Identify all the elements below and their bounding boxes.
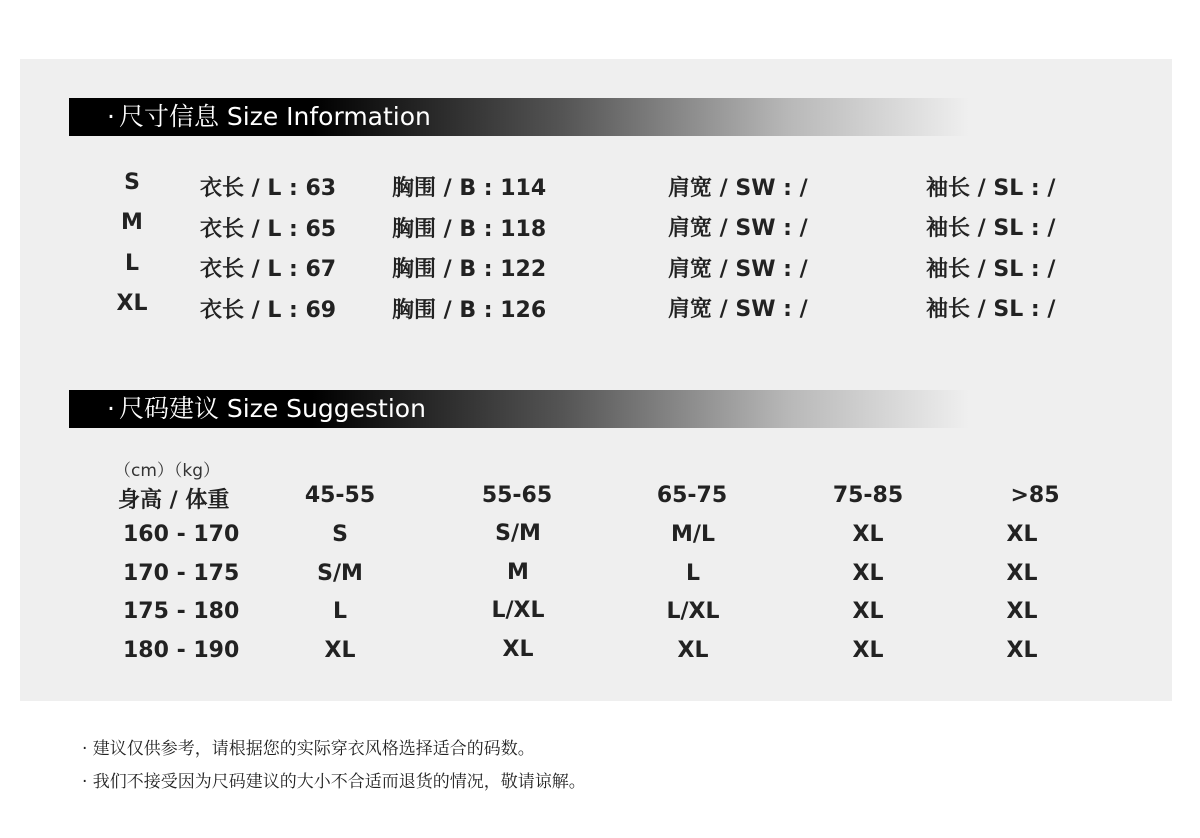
suggested-size: XL <box>1006 522 1038 547</box>
bust-cell: 胸围 / B : 118 <box>392 217 547 242</box>
suggested-size: S <box>332 522 348 547</box>
size-info-banner <box>69 98 969 136</box>
suggested-size: L/XL <box>666 599 720 624</box>
weight-range-header: 55-65 <box>481 483 553 508</box>
length-cell: 衣长 / L : 69 <box>200 298 337 323</box>
size-label: S <box>124 170 140 195</box>
shoulder-cell: 肩宽 / SW : / <box>668 257 808 282</box>
height-range: 160 - 170 <box>123 522 240 547</box>
weight-range-header: >85 <box>1010 483 1060 508</box>
suggested-size: XL <box>852 561 884 586</box>
bullet-dot: · <box>107 102 115 131</box>
length-cell: 衣长 / L : 67 <box>200 257 337 282</box>
disclaimer-note: · 建议仅供参考，请根据您的实际穿衣风格选择适合的码数。 <box>82 739 535 759</box>
sleeve-cell: 袖长 / SL : / <box>926 257 1056 282</box>
suggested-size: M/L <box>671 522 715 547</box>
size-label: L <box>124 251 140 276</box>
weight-range-header: 75-85 <box>832 483 904 508</box>
suggested-size: S/M <box>317 561 363 586</box>
suggested-size: XL <box>852 638 884 663</box>
height-weight-header: 身高 / 体重 <box>118 488 230 513</box>
suggested-size: XL <box>677 638 709 663</box>
size-label: XL <box>116 291 148 316</box>
return-policy-note: · 我们不接受因为尺码建议的大小不合适而退货的情况，敬请谅解。 <box>82 772 586 792</box>
height-range: 175 - 180 <box>123 599 240 624</box>
sleeve-cell: 袖长 / SL : / <box>926 297 1056 322</box>
sleeve-cell: 袖长 / SL : / <box>926 176 1056 201</box>
suggested-size: XL <box>1006 599 1038 624</box>
size-label: M <box>121 210 143 235</box>
shoulder-cell: 肩宽 / SW : / <box>668 176 808 201</box>
bust-cell: 胸围 / B : 126 <box>392 298 547 323</box>
shoulder-cell: 肩宽 / SW : / <box>668 216 808 241</box>
size-suggestion-title: 尺码建议 Size Suggestion <box>118 394 426 423</box>
shoulder-cell: 肩宽 / SW : / <box>668 297 808 322</box>
suggested-size: XL <box>852 522 884 547</box>
suggested-size: XL <box>502 637 534 662</box>
height-range: 180 - 190 <box>123 638 240 663</box>
suggested-size: XL <box>852 599 884 624</box>
height-range: 170 - 175 <box>123 561 240 586</box>
bust-cell: 胸围 / B : 122 <box>392 257 547 282</box>
suggested-size: L/XL <box>491 598 545 623</box>
weight-range-header: 45-55 <box>304 483 376 508</box>
suggested-size: S/M <box>495 521 541 546</box>
size-suggestion-banner <box>69 390 969 428</box>
bullet-dot: · <box>107 394 115 423</box>
sleeve-cell: 袖长 / SL : / <box>926 216 1056 241</box>
bust-cell: 胸围 / B : 114 <box>392 176 547 201</box>
suggested-size: L <box>685 561 701 586</box>
length-cell: 衣长 / L : 65 <box>200 217 337 242</box>
suggested-size: XL <box>1006 638 1038 663</box>
suggested-size: M <box>507 560 529 585</box>
suggested-size: L <box>332 599 348 624</box>
suggested-size: XL <box>324 638 356 663</box>
size-info-title: 尺寸信息 Size Information <box>118 102 431 131</box>
suggested-size: XL <box>1006 561 1038 586</box>
weight-range-header: 65-75 <box>656 483 728 508</box>
units-label: （cm）（kg） <box>114 461 221 481</box>
length-cell: 衣长 / L : 63 <box>200 176 337 201</box>
